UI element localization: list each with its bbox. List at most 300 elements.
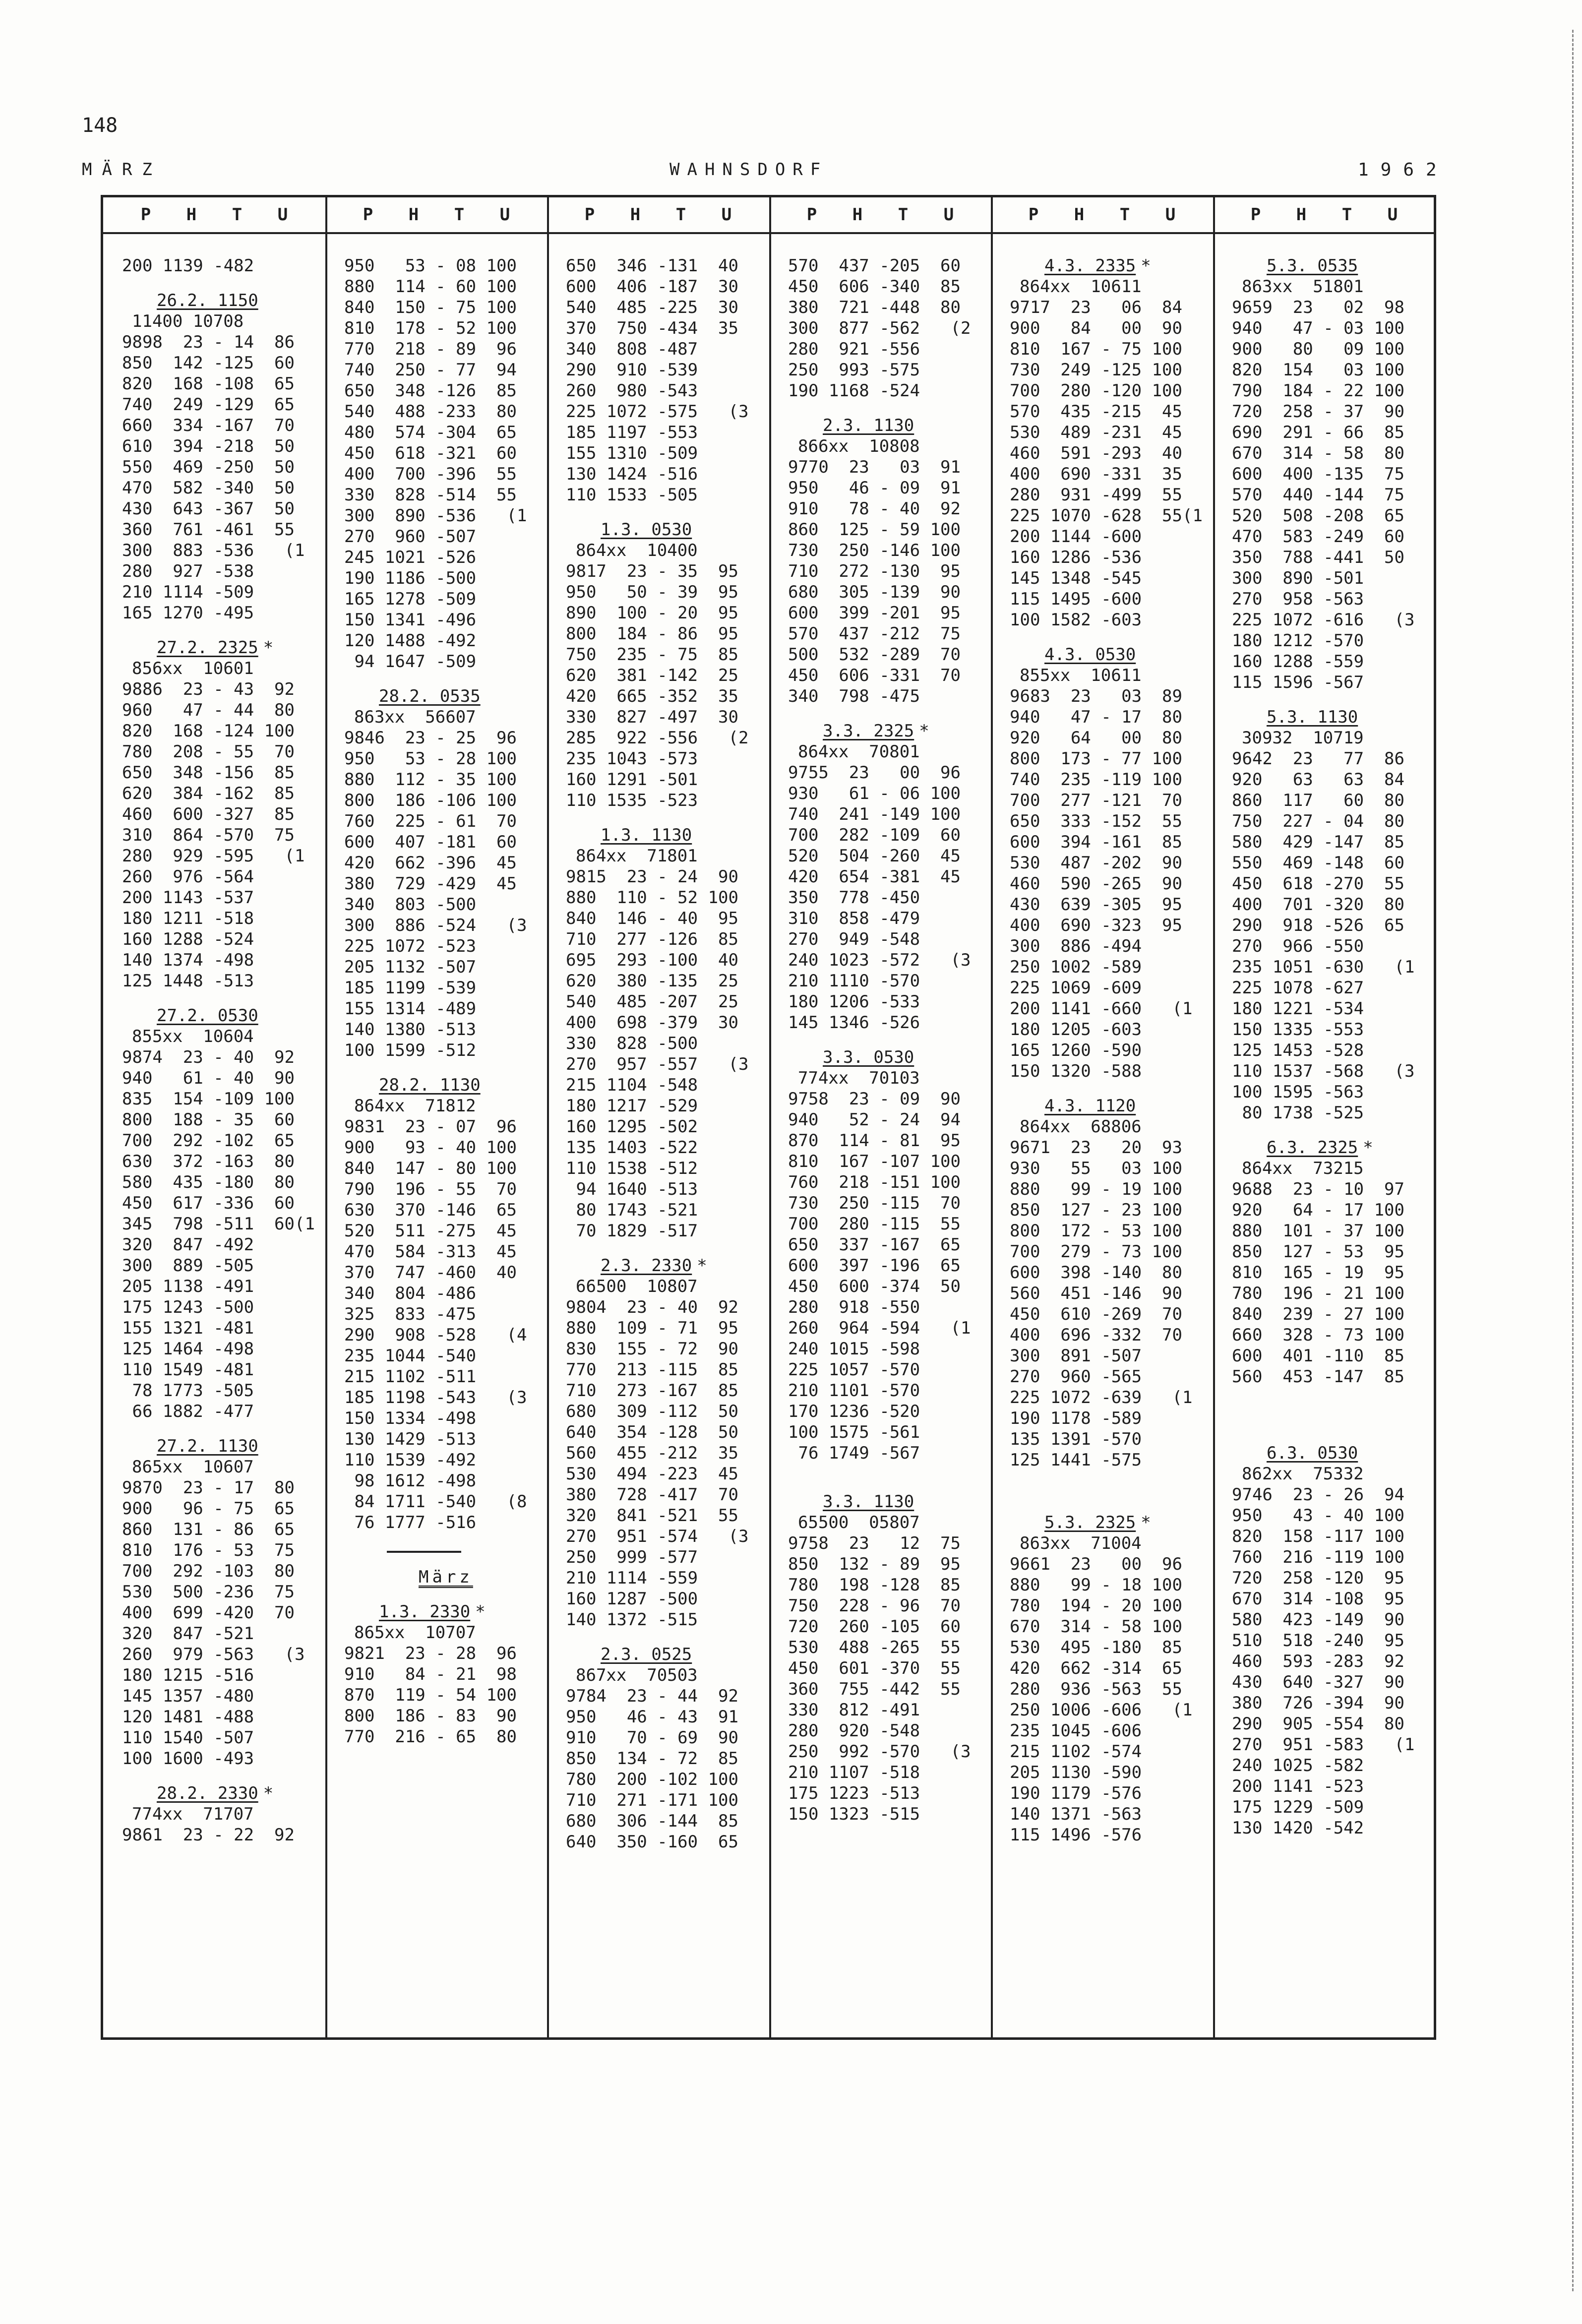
data-row: 670 314 - 58 80 (1232, 443, 1404, 463)
data-row: 700 282 -109 60 (788, 825, 961, 845)
data-row: 780 196 - 21 100 (1232, 1284, 1404, 1303)
data-row: 9870 23 - 17 80 (122, 1478, 295, 1498)
data-row: 820 158 -117 100 (1232, 1527, 1404, 1546)
data-row: 530 500 -236 75 (122, 1582, 295, 1602)
ascent-heading (344, 686, 527, 707)
data-row: 660 328 - 73 100 (1232, 1325, 1404, 1345)
star-mark: * (1141, 1513, 1151, 1532)
data-row: 720 258 -120 95 (1232, 1568, 1404, 1588)
data-row: 810 176 - 53 75 (122, 1540, 295, 1560)
column-header-t: T (675, 205, 686, 225)
data-row: 470 583 -249 60 (1232, 527, 1404, 547)
data-row: 9683 23 03 89 (1010, 686, 1182, 706)
column-header-u: U (721, 205, 732, 225)
data-row: 155 1310 -509 (566, 443, 698, 463)
data-row: 100 1599 -512 (344, 1040, 477, 1060)
data-row: 160 1288 -524 (122, 929, 254, 949)
data-row: 800 186 -106 100 (344, 791, 517, 810)
surface-code: 864xx 70801 (798, 742, 920, 762)
data-row: 920 64 00 80 (1010, 728, 1182, 748)
ascent-heading (566, 825, 748, 846)
data-column (788, 255, 971, 1825)
data-row: 480 574 -304 65 (344, 423, 517, 442)
data-row: 180 1217 -529 (566, 1096, 698, 1116)
ascent-heading (788, 1491, 971, 1512)
data-row: 280 936 -563 55 (1010, 1679, 1182, 1699)
ascent-heading (122, 637, 315, 658)
ascent-date-time: 2.3. 2330 (601, 1256, 692, 1276)
data-row: 680 305 -139 90 (788, 582, 961, 602)
data-row: 600 399 -201 95 (788, 603, 961, 623)
data-row: 960 47 - 44 80 (122, 700, 295, 720)
data-row: 600 394 -161 85 (1010, 832, 1182, 852)
spacer (788, 1464, 971, 1477)
ascent-date-time: 27.2. 0530 (157, 1006, 258, 1026)
data-row: 850 127 - 53 95 (1232, 1242, 1404, 1262)
ascent-heading (122, 290, 315, 311)
data-row: 450 606 -340 85 (788, 277, 961, 297)
data-row: 130 1420 -542 (1232, 1818, 1364, 1838)
data-row: 9831 23 - 07 96 (344, 1117, 517, 1137)
ascent-heading (1010, 1096, 1203, 1116)
data-row: 680 309 -112 50 (566, 1402, 738, 1421)
column-header-group (567, 197, 749, 232)
spacer (1232, 1401, 1414, 1415)
data-row: 235 1051 -630 (1 (1232, 957, 1415, 977)
data-row: 835 154 -109 100 (122, 1089, 295, 1109)
ascent-date-time: 5.3. 2325 (1044, 1513, 1136, 1532)
data-row: 460 590 -265 90 (1010, 874, 1182, 894)
data-row: 780 198 -128 85 (788, 1575, 961, 1595)
ascent-date-time: 4.3. 0530 (1044, 645, 1136, 665)
data-row: 900 80 09 100 (1232, 339, 1404, 359)
data-row: 160 1295 -502 (566, 1117, 698, 1137)
header-station: WAHNSDORF (669, 160, 828, 180)
data-row: 860 117 60 80 (1232, 791, 1404, 810)
spacer (566, 811, 748, 825)
data-row: 670 314 -108 95 (1232, 1589, 1404, 1609)
data-row: 140 1380 -513 (344, 1020, 477, 1040)
data-row: 600 400 -135 75 (1232, 464, 1404, 484)
data-row: 270 960 -565 (1010, 1367, 1142, 1387)
data-row: 710 273 -167 85 (566, 1381, 738, 1401)
column-divider (769, 197, 771, 2037)
data-row: 345 798 -511 60(1 (122, 1214, 315, 1234)
data-row: 650 346 -131 40 (566, 256, 738, 276)
data-row: 380 721 -448 80 (788, 298, 961, 317)
data-row: 245 1021 -526 (344, 548, 477, 567)
data-row: 210 1107 -518 (788, 1763, 920, 1782)
surface-code: 865xx 10607 (132, 1457, 254, 1477)
data-row: 930 55 03 100 (1010, 1159, 1182, 1178)
data-row: 175 1229 -509 (1232, 1797, 1364, 1817)
column-divider (1213, 197, 1215, 2037)
data-row: 9717 23 06 84 (1010, 298, 1182, 317)
data-row: 760 225 - 61 70 (344, 811, 517, 831)
data-row: 950 53 - 28 100 (344, 749, 517, 769)
data-row: 780 208 - 55 70 (122, 742, 295, 762)
data-row: 280 920 -548 (788, 1721, 920, 1741)
data-row: 250 1006 -606 (1 (1010, 1700, 1193, 1720)
data-row: 280 927 -538 (122, 561, 254, 581)
data-row: 140 1371 -563 (1010, 1804, 1142, 1824)
data-row: 215 1102 -574 (1010, 1742, 1142, 1762)
data-row: 9659 23 02 98 (1232, 298, 1404, 317)
data-row: 400 690 -323 95 (1010, 916, 1182, 935)
ascent-date-time: 28.2. 0535 (379, 686, 481, 706)
data-row: 740 235 -119 100 (1010, 770, 1182, 790)
data-row: 160 1287 -500 (566, 1589, 698, 1609)
data-row: 810 165 - 19 95 (1232, 1263, 1404, 1283)
data-row: 420 654 -381 45 (788, 867, 961, 887)
header-month: MÄRZ (82, 160, 162, 180)
spacer (344, 1588, 527, 1601)
data-row: 9815 23 - 24 90 (566, 867, 738, 887)
data-row: 600 397 -196 65 (788, 1256, 961, 1276)
data-row: 860 125 - 59 100 (788, 520, 961, 540)
ascent-date-time: 26.2. 1150 (157, 291, 258, 310)
data-row: 210 1101 -570 (788, 1381, 920, 1401)
data-row: 340 808 -487 (566, 339, 698, 359)
data-row: 600 406 -187 30 (566, 277, 738, 297)
data-column (122, 255, 315, 1845)
data-row: 225 1072 -616 (3 (1232, 610, 1415, 630)
data-row: 570 435 -215 45 (1010, 402, 1182, 422)
data-row: 9846 23 - 25 96 (344, 728, 517, 748)
surface-code: 30932 10719 (1242, 728, 1364, 748)
data-row: 760 218 -151 100 (788, 1172, 961, 1192)
data-row: 98 1612 -498 (344, 1471, 477, 1491)
column-header-u: U (1165, 205, 1176, 225)
data-row: 180 1205 -603 (1010, 1020, 1142, 1040)
data-row: 540 485 -207 25 (566, 992, 738, 1012)
data-row: 290 905 -554 80 (1232, 1714, 1404, 1734)
data-row: 400 696 -332 70 (1010, 1325, 1182, 1345)
data-row: 730 249 -125 100 (1010, 360, 1182, 380)
column-header-t: T (232, 205, 243, 225)
data-row: 800 188 - 35 60 (122, 1110, 295, 1130)
data-row: 235 1043 -573 (566, 749, 698, 769)
ascent-heading (344, 1601, 527, 1622)
data-row: 650 348 -156 85 (122, 763, 295, 783)
data-row: 910 84 - 21 98 (344, 1664, 517, 1684)
data-row: 700 279 - 73 100 (1010, 1242, 1182, 1262)
data-row: 330 828 -514 55 (344, 485, 517, 505)
data-row: 800 172 - 53 100 (1010, 1221, 1182, 1241)
ascent-heading (122, 1783, 315, 1804)
data-row: 850 142 -125 60 (122, 353, 295, 373)
column-divider (991, 197, 993, 2037)
surface-code: 864xx 68806 (1020, 1117, 1142, 1137)
data-row: 270 951 -574 (3 (566, 1527, 749, 1546)
column-header-h: H (408, 205, 419, 225)
data-row: 370 750 -434 35 (566, 318, 738, 338)
data-row: 450 618 -270 55 (1232, 874, 1404, 894)
data-row: 130 1429 -513 (344, 1429, 477, 1449)
data-row: 9661 23 00 96 (1010, 1554, 1182, 1574)
column-header-group (1233, 197, 1415, 232)
data-row: 500 532 -289 70 (788, 645, 961, 665)
data-row: 110 1533 -505 (566, 485, 698, 505)
data-row: 680 306 -144 85 (566, 1811, 738, 1831)
data-row: 450 618 -321 60 (344, 443, 517, 463)
data-row: 260 964 -594 (1 (788, 1318, 971, 1338)
data-row: 270 951 -583 (1 (1232, 1735, 1415, 1755)
data-row: 880 99 - 18 100 (1010, 1575, 1182, 1595)
data-row: 640 350 -160 65 (566, 1832, 738, 1852)
data-row: 820 168 -108 65 (122, 374, 295, 394)
data-row: 300 886 -494 (1010, 936, 1142, 956)
ascent-date-time: 1.3. 2330 (379, 1602, 471, 1622)
data-row: 290 918 -526 65 (1232, 916, 1404, 935)
spacer (566, 1241, 748, 1255)
data-row: 710 271 -171 100 (566, 1790, 738, 1810)
column-header-group (789, 197, 972, 232)
ascent-date-time: 27.2. 2325 (157, 638, 258, 658)
data-row: 185 1197 -553 (566, 423, 698, 442)
star-mark: * (697, 1256, 707, 1276)
column-header-h: H (630, 205, 641, 225)
data-row: 630 372 -163 80 (122, 1152, 295, 1171)
data-row: 460 600 -327 85 (122, 804, 295, 824)
data-row: 350 788 -441 50 (1232, 548, 1404, 567)
data-row: 400 698 -379 30 (566, 1013, 738, 1033)
ascent-date-time: 6.3. 0530 (1267, 1443, 1358, 1463)
data-row: 94 1647 -509 (344, 652, 477, 672)
spacer (788, 707, 971, 721)
ascent-date-time: 28.2. 2330 (157, 1783, 258, 1803)
data-row: 880 101 - 37 100 (1232, 1221, 1404, 1241)
spacer (344, 1553, 527, 1567)
column-header-h: H (186, 205, 197, 225)
data-row: 270 957 -557 (3 (566, 1054, 749, 1074)
data-row: 810 167 - 75 100 (1010, 339, 1182, 359)
ascent-heading (1232, 707, 1414, 728)
data-row: 870 119 - 54 100 (344, 1685, 517, 1705)
data-row: 135 1391 -570 (1010, 1429, 1142, 1449)
data-row: 240 1025 -582 (1232, 1756, 1364, 1775)
data-row: 115 1596 -567 (1232, 673, 1364, 692)
data-row: 950 50 - 39 95 (566, 582, 738, 602)
data-row: 9817 23 - 35 95 (566, 561, 738, 581)
data-row: 840 147 - 80 100 (344, 1159, 517, 1178)
data-row: 125 1441 -575 (1010, 1450, 1142, 1470)
ascent-date-time: 5.3. 1130 (1267, 707, 1358, 727)
surface-code: 11400 10708 (132, 311, 244, 331)
data-row: 450 610 -269 70 (1010, 1304, 1182, 1324)
data-row: 165 1270 -495 (122, 603, 254, 623)
data-row: 320 847 -492 (122, 1235, 254, 1255)
data-row: 560 451 -146 90 (1010, 1284, 1182, 1303)
data-row: 300 891 -507 (1010, 1346, 1142, 1366)
data-row: 880 112 - 35 100 (344, 770, 517, 790)
data-row: 180 1212 -570 (1232, 631, 1364, 651)
data-row: 200 1144 -600 (1010, 527, 1142, 547)
data-row: 280 921 -556 (788, 339, 920, 359)
star-mark: * (263, 1783, 274, 1803)
surface-code: 866xx 10808 (798, 436, 920, 456)
data-row: 940 52 - 24 94 (788, 1110, 961, 1130)
data-row: 320 841 -521 55 (566, 1506, 738, 1526)
surface-code: 864xx 10611 (1020, 277, 1142, 297)
data-row: 260 979 -563 (3 (122, 1645, 305, 1664)
data-row: 280 931 -499 55 (1010, 485, 1182, 505)
spacer (344, 672, 527, 686)
month-title: März (419, 1567, 473, 1587)
data-row: 205 1130 -590 (1010, 1763, 1142, 1782)
data-row: 730 250 -146 100 (788, 541, 961, 560)
data-row: 200 1143 -537 (122, 888, 254, 908)
ascent-date-time: 1.3. 1130 (601, 825, 692, 845)
data-row: 695 293 -100 40 (566, 950, 738, 970)
data-row: 530 489 -231 45 (1010, 423, 1182, 442)
data-row: 9671 23 20 93 (1010, 1138, 1182, 1158)
data-row: 310 858 -479 (788, 909, 920, 928)
ascent-heading (788, 721, 971, 741)
column-header-group (345, 197, 528, 232)
data-row: 160 1286 -536 (1010, 548, 1142, 567)
data-row: 175 1223 -513 (788, 1783, 920, 1803)
data-row: 720 258 - 37 90 (1232, 402, 1404, 422)
column-header-p: P (806, 205, 817, 225)
data-row: 145 1348 -545 (1010, 568, 1142, 588)
surface-code: 863xx 51801 (1242, 277, 1364, 297)
spacer (122, 276, 315, 290)
column-divider (547, 197, 549, 2037)
column-header-h: H (1296, 205, 1307, 225)
surface-code: 862xx 75332 (1242, 1464, 1364, 1484)
surface-code: 864xx 10400 (576, 541, 698, 560)
data-row: 620 381 -142 25 (566, 666, 738, 685)
data-row: 225 1072 -575 (3 (566, 402, 749, 422)
surface-code: 855xx 10611 (1020, 666, 1142, 685)
data-row: 110 1549 -481 (122, 1360, 254, 1380)
column-header-p: P (140, 205, 151, 225)
star-mark: * (263, 638, 274, 658)
spacer (1010, 630, 1203, 644)
data-row: 215 1102 -511 (344, 1367, 477, 1387)
data-row: 225 1057 -570 (788, 1360, 920, 1380)
column-header-u: U (943, 205, 954, 225)
data-row: 210 1114 -509 (122, 582, 254, 602)
ascent-date-time: 3.3. 1130 (823, 1492, 914, 1512)
data-row: 9770 23 03 91 (788, 457, 961, 477)
ascent-heading (1010, 644, 1203, 665)
surface-code: 864xx 71812 (354, 1096, 476, 1116)
data-row: 780 194 - 20 100 (1010, 1596, 1182, 1616)
spacer (1010, 1498, 1203, 1512)
data-row: 790 184 - 22 100 (1232, 381, 1404, 401)
data-column (344, 255, 527, 1747)
data-row: 810 178 - 52 100 (344, 318, 517, 338)
star-mark: * (475, 1602, 486, 1622)
data-row: 100 1582 -603 (1010, 610, 1142, 630)
data-row: 360 755 -442 55 (788, 1679, 961, 1699)
data-row: 300 877 -562 (2 (788, 318, 971, 338)
ascent-date-time: 5.3. 0535 (1267, 256, 1358, 276)
data-row: 9821 23 - 28 96 (344, 1644, 517, 1663)
ascent-heading (566, 1255, 748, 1276)
data-row: 560 453 -147 85 (1232, 1367, 1404, 1387)
data-row: 150 1320 -588 (1010, 1061, 1142, 1081)
data-row: 700 277 -121 70 (1010, 791, 1182, 810)
data-row: 270 949 -548 (788, 929, 920, 949)
data-row: 185 1199 -539 (344, 978, 477, 998)
data-row: 340 803 -500 (344, 895, 477, 915)
data-row: 290 910 -539 (566, 360, 698, 380)
data-row: 280 929 -595 (1 (122, 846, 305, 866)
data-row: 9784 23 - 44 92 (566, 1686, 738, 1706)
data-row: 215 1104 -548 (566, 1075, 698, 1095)
data-row: 9746 23 - 26 94 (1232, 1485, 1404, 1505)
data-row: 300 886 -524 (3 (344, 916, 527, 935)
ascent-heading (788, 415, 971, 436)
data-row: 550 469 -148 60 (1232, 853, 1404, 873)
ascent-heading (1010, 1512, 1203, 1533)
data-row: 750 235 - 75 85 (566, 645, 738, 665)
data-row: 580 423 -149 90 (1232, 1610, 1404, 1630)
spacer (788, 401, 971, 415)
data-row: 200 1139 -482 (122, 256, 254, 276)
ascent-date-time: 4.3. 2335 (1044, 256, 1136, 276)
data-row: 110 1540 -507 (122, 1728, 254, 1748)
data-row: 180 1221 -534 (1232, 999, 1364, 1019)
data-row: 650 348 -126 85 (344, 381, 517, 401)
data-row: 125 1448 -513 (122, 971, 254, 991)
column-header-t: T (454, 205, 465, 225)
data-row: 9898 23 - 14 86 (122, 332, 295, 352)
data-row: 350 778 -450 (788, 888, 920, 908)
data-row: 120 1488 -492 (344, 631, 477, 651)
data-row: 860 131 - 86 65 (122, 1520, 295, 1539)
surface-code: 867xx 70503 (576, 1665, 698, 1685)
data-row: 880 114 - 60 100 (344, 277, 517, 297)
data-row: 710 272 -130 95 (788, 561, 961, 581)
spacer (566, 505, 748, 519)
data-row: 430 643 -367 50 (122, 499, 295, 519)
data-row: 340 804 -486 (344, 1284, 477, 1303)
data-row: 840 146 - 40 95 (566, 909, 738, 928)
data-row: 290 908 -528 (4 (344, 1325, 527, 1345)
data-row: 740 250 - 77 94 (344, 360, 517, 380)
data-row: 9758 23 - 09 90 (788, 1089, 961, 1109)
data-row: 210 1114 -559 (566, 1568, 698, 1588)
ascent-heading (1010, 255, 1203, 276)
data-row: 770 216 - 65 80 (344, 1727, 517, 1747)
data-row: 570 440 -144 75 (1232, 485, 1404, 505)
spacer (1232, 1415, 1414, 1429)
data-row: 930 61 - 06 100 (788, 784, 961, 803)
data-row: 450 606 -331 70 (788, 666, 961, 685)
surface-code: 863xx 56607 (354, 707, 476, 727)
column-header-p: P (1028, 205, 1039, 225)
spacer (122, 1422, 315, 1436)
data-row: 940 47 - 17 80 (1010, 707, 1182, 727)
data-row: 240 1015 -598 (788, 1339, 920, 1359)
ascent-date-time: 28.2. 1130 (379, 1075, 481, 1095)
data-row: 225 1072 -523 (344, 936, 477, 956)
data-row: 950 46 - 09 91 (788, 478, 961, 498)
data-row: 270 960 -507 (344, 527, 477, 547)
ascent-heading (122, 1005, 315, 1026)
data-row: 450 617 -336 60 (122, 1193, 295, 1213)
data-row: 570 437 -212 75 (788, 624, 961, 644)
data-row: 790 196 - 55 70 (344, 1179, 517, 1199)
data-row: 280 918 -550 (788, 1297, 920, 1317)
column-header-t: T (1119, 205, 1130, 225)
data-row: 890 100 - 20 95 (566, 603, 738, 623)
data-row: 520 508 -208 65 (1232, 506, 1404, 526)
